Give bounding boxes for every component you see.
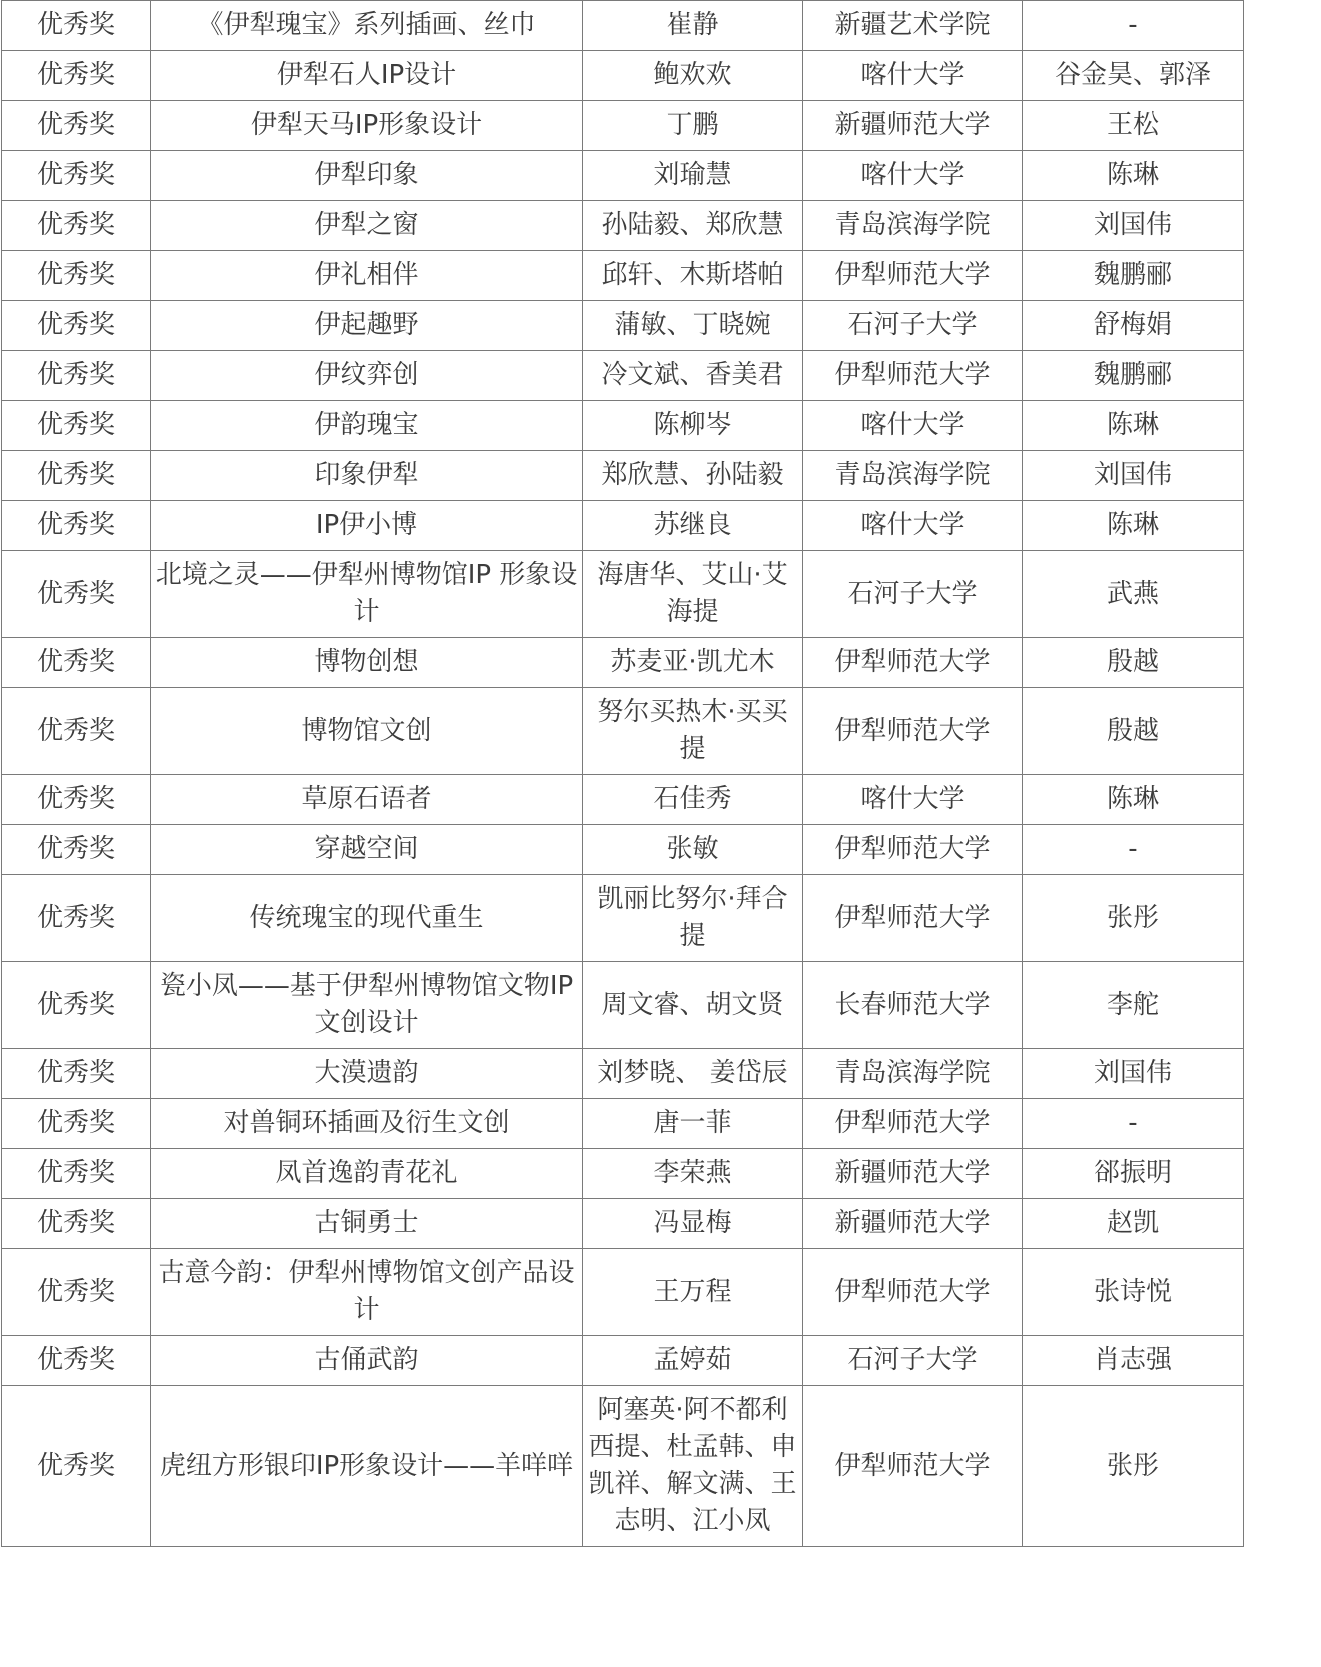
school-cell: 喀什大学 bbox=[803, 501, 1023, 551]
school-cell: 伊犁师范大学 bbox=[803, 688, 1023, 775]
table-row bbox=[2, 1386, 1244, 1547]
table-row bbox=[2, 151, 1244, 201]
school-cell: 伊犁师范大学 bbox=[803, 875, 1023, 962]
table-row bbox=[2, 451, 1244, 501]
work-title-cell: 古俑武韵 bbox=[151, 1336, 583, 1386]
award-cell: 优秀奖 bbox=[2, 825, 151, 875]
authors-cell: 努尔买热木·买买提 bbox=[583, 688, 803, 775]
authors-cell: 李荣燕 bbox=[583, 1149, 803, 1199]
table-row bbox=[2, 962, 1244, 1049]
authors-cell: 石佳秀 bbox=[583, 775, 803, 825]
school-cell: 伊犁师范大学 bbox=[803, 351, 1023, 401]
table-row bbox=[2, 775, 1244, 825]
award-cell: 优秀奖 bbox=[2, 301, 151, 351]
table-row bbox=[2, 1199, 1244, 1249]
award-cell: 优秀奖 bbox=[2, 151, 151, 201]
advisor-cell: 陈琳 bbox=[1023, 401, 1244, 451]
award-cell: 优秀奖 bbox=[2, 875, 151, 962]
advisor-cell: 陈琳 bbox=[1023, 501, 1244, 551]
school-cell: 青岛滨海学院 bbox=[803, 1049, 1023, 1099]
award-cell: 优秀奖 bbox=[2, 1199, 151, 1249]
work-title-cell: 伊礼相伴 bbox=[151, 251, 583, 301]
work-title-cell: 虎纽方形银印IP形象设计——羊咩咩 bbox=[151, 1386, 583, 1547]
authors-cell: 阿塞英·阿不都利西提、杜孟韩、申凯祥、解文满、王志明、江小凤 bbox=[583, 1386, 803, 1547]
school-cell: 伊犁师范大学 bbox=[803, 251, 1023, 301]
table-row bbox=[2, 638, 1244, 688]
award-cell: 优秀奖 bbox=[2, 1249, 151, 1336]
work-title-cell: 传统瑰宝的现代重生 bbox=[151, 875, 583, 962]
award-cell: 优秀奖 bbox=[2, 1049, 151, 1099]
authors-cell: 孙陆毅、郑欣慧 bbox=[583, 201, 803, 251]
award-cell: 优秀奖 bbox=[2, 1149, 151, 1199]
work-title-cell: 穿越空间 bbox=[151, 825, 583, 875]
table-row bbox=[2, 1149, 1244, 1199]
advisor-cell: 刘国伟 bbox=[1023, 451, 1244, 501]
advisor-cell: 殷越 bbox=[1023, 638, 1244, 688]
authors-cell: 蒲敏、丁晓婉 bbox=[583, 301, 803, 351]
school-cell: 新疆师范大学 bbox=[803, 101, 1023, 151]
award-cell: 优秀奖 bbox=[2, 1386, 151, 1547]
school-cell: 石河子大学 bbox=[803, 551, 1023, 638]
advisor-cell: 张诗悦 bbox=[1023, 1249, 1244, 1336]
school-cell: 石河子大学 bbox=[803, 301, 1023, 351]
award-cell: 优秀奖 bbox=[2, 51, 151, 101]
authors-cell: 孟婷茹 bbox=[583, 1336, 803, 1386]
authors-cell: 冷文斌、香美君 bbox=[583, 351, 803, 401]
table-row bbox=[2, 501, 1244, 551]
advisor-cell: 郤振明 bbox=[1023, 1149, 1244, 1199]
advisor-cell: 赵凯 bbox=[1023, 1199, 1244, 1249]
work-title-cell: 印象伊犁 bbox=[151, 451, 583, 501]
work-title-cell: 《伊犁瑰宝》系列插画、丝巾 bbox=[151, 1, 583, 51]
award-cell: 优秀奖 bbox=[2, 201, 151, 251]
table-row bbox=[2, 875, 1244, 962]
table-row bbox=[2, 51, 1244, 101]
table-row bbox=[2, 201, 1244, 251]
table-row bbox=[2, 1049, 1244, 1099]
authors-cell: 苏继良 bbox=[583, 501, 803, 551]
school-cell: 喀什大学 bbox=[803, 51, 1023, 101]
school-cell: 伊犁师范大学 bbox=[803, 1249, 1023, 1336]
work-title-cell: 凤首逸韵青花礼 bbox=[151, 1149, 583, 1199]
award-cell: 优秀奖 bbox=[2, 101, 151, 151]
school-cell: 伊犁师范大学 bbox=[803, 1099, 1023, 1149]
authors-cell: 刘瑜慧 bbox=[583, 151, 803, 201]
award-cell: 优秀奖 bbox=[2, 251, 151, 301]
school-cell: 新疆师范大学 bbox=[803, 1199, 1023, 1249]
authors-cell: 海唐华、艾山·艾海提 bbox=[583, 551, 803, 638]
school-cell: 伊犁师范大学 bbox=[803, 825, 1023, 875]
award-cell: 优秀奖 bbox=[2, 351, 151, 401]
work-title-cell: 博物馆文创 bbox=[151, 688, 583, 775]
table-row bbox=[2, 1336, 1244, 1386]
authors-cell: 张敏 bbox=[583, 825, 803, 875]
awards-table-body bbox=[2, 1, 1244, 1547]
table-row bbox=[2, 825, 1244, 875]
authors-cell: 郑欣慧、孙陆毅 bbox=[583, 451, 803, 501]
advisor-cell: - bbox=[1023, 825, 1244, 875]
authors-cell: 鲍欢欢 bbox=[583, 51, 803, 101]
work-title-cell: 古意今韵：伊犁州博物馆文创产品设计 bbox=[151, 1249, 583, 1336]
table-row bbox=[2, 101, 1244, 151]
award-cell: 优秀奖 bbox=[2, 688, 151, 775]
award-cell: 优秀奖 bbox=[2, 638, 151, 688]
school-cell: 新疆艺术学院 bbox=[803, 1, 1023, 51]
advisor-cell: 魏鹏郦 bbox=[1023, 351, 1244, 401]
work-title-cell: 大漠遗韵 bbox=[151, 1049, 583, 1099]
authors-cell: 冯显梅 bbox=[583, 1199, 803, 1249]
table-row bbox=[2, 551, 1244, 638]
work-title-cell: 北境之灵——伊犁州博物馆IP 形象设计 bbox=[151, 551, 583, 638]
award-cell: 优秀奖 bbox=[2, 1, 151, 51]
work-title-cell: 伊纹弈创 bbox=[151, 351, 583, 401]
advisor-cell: 李舵 bbox=[1023, 962, 1244, 1049]
advisor-cell: 陈琳 bbox=[1023, 151, 1244, 201]
table-row bbox=[2, 688, 1244, 775]
authors-cell: 崔静 bbox=[583, 1, 803, 51]
advisor-cell: 王松 bbox=[1023, 101, 1244, 151]
authors-cell: 凯丽比努尔·拜合提 bbox=[583, 875, 803, 962]
work-title-cell: 伊犁天马IP形象设计 bbox=[151, 101, 583, 151]
award-cell: 优秀奖 bbox=[2, 1336, 151, 1386]
advisor-cell: 魏鹏郦 bbox=[1023, 251, 1244, 301]
table-row bbox=[2, 1249, 1244, 1336]
advisor-cell: 陈琳 bbox=[1023, 775, 1244, 825]
table-row bbox=[2, 1099, 1244, 1149]
authors-cell: 周文睿、胡文贤 bbox=[583, 962, 803, 1049]
school-cell: 伊犁师范大学 bbox=[803, 638, 1023, 688]
authors-cell: 王万程 bbox=[583, 1249, 803, 1336]
school-cell: 伊犁师范大学 bbox=[803, 1386, 1023, 1547]
work-title-cell: 博物创想 bbox=[151, 638, 583, 688]
work-title-cell: 伊犁印象 bbox=[151, 151, 583, 201]
table-row bbox=[2, 301, 1244, 351]
advisor-cell: - bbox=[1023, 1, 1244, 51]
table-row bbox=[2, 1, 1244, 51]
authors-cell: 刘梦晓、 姜岱辰 bbox=[583, 1049, 803, 1099]
table-row bbox=[2, 401, 1244, 451]
work-title-cell: 伊起趣野 bbox=[151, 301, 583, 351]
advisor-cell: 武燕 bbox=[1023, 551, 1244, 638]
award-cell: 优秀奖 bbox=[2, 962, 151, 1049]
award-cell: 优秀奖 bbox=[2, 501, 151, 551]
awards-table bbox=[1, 0, 1244, 1547]
advisor-cell: - bbox=[1023, 1099, 1244, 1149]
advisor-cell: 张彤 bbox=[1023, 875, 1244, 962]
work-title-cell: 伊犁石人IP设计 bbox=[151, 51, 583, 101]
advisor-cell: 谷金昊、郭泽 bbox=[1023, 51, 1244, 101]
advisor-cell: 刘国伟 bbox=[1023, 1049, 1244, 1099]
advisor-cell: 殷越 bbox=[1023, 688, 1244, 775]
authors-cell: 邱轩、木斯塔帕 bbox=[583, 251, 803, 301]
award-cell: 优秀奖 bbox=[2, 551, 151, 638]
school-cell: 喀什大学 bbox=[803, 401, 1023, 451]
advisor-cell: 张彤 bbox=[1023, 1386, 1244, 1547]
authors-cell: 丁鹏 bbox=[583, 101, 803, 151]
work-title-cell: 古铜勇士 bbox=[151, 1199, 583, 1249]
award-cell: 优秀奖 bbox=[2, 451, 151, 501]
award-cell: 优秀奖 bbox=[2, 1099, 151, 1149]
work-title-cell: 伊韵瑰宝 bbox=[151, 401, 583, 451]
school-cell: 石河子大学 bbox=[803, 1336, 1023, 1386]
school-cell: 青岛滨海学院 bbox=[803, 451, 1023, 501]
authors-cell: 陈柳岑 bbox=[583, 401, 803, 451]
work-title-cell: 对兽铜环插画及衍生文创 bbox=[151, 1099, 583, 1149]
advisor-cell: 肖志强 bbox=[1023, 1336, 1244, 1386]
work-title-cell: IP伊小博 bbox=[151, 501, 583, 551]
work-title-cell: 草原石语者 bbox=[151, 775, 583, 825]
advisor-cell: 舒梅娟 bbox=[1023, 301, 1244, 351]
award-cell: 优秀奖 bbox=[2, 401, 151, 451]
school-cell: 长春师范大学 bbox=[803, 962, 1023, 1049]
table-row bbox=[2, 351, 1244, 401]
work-title-cell: 瓷小凤——基于伊犁州博物馆文物IP文创设计 bbox=[151, 962, 583, 1049]
award-cell: 优秀奖 bbox=[2, 775, 151, 825]
advisor-cell: 刘国伟 bbox=[1023, 201, 1244, 251]
school-cell: 新疆师范大学 bbox=[803, 1149, 1023, 1199]
table-row bbox=[2, 251, 1244, 301]
school-cell: 青岛滨海学院 bbox=[803, 201, 1023, 251]
school-cell: 喀什大学 bbox=[803, 151, 1023, 201]
school-cell: 喀什大学 bbox=[803, 775, 1023, 825]
authors-cell: 唐一菲 bbox=[583, 1099, 803, 1149]
authors-cell: 苏麦亚·凯尤木 bbox=[583, 638, 803, 688]
work-title-cell: 伊犁之窗 bbox=[151, 201, 583, 251]
